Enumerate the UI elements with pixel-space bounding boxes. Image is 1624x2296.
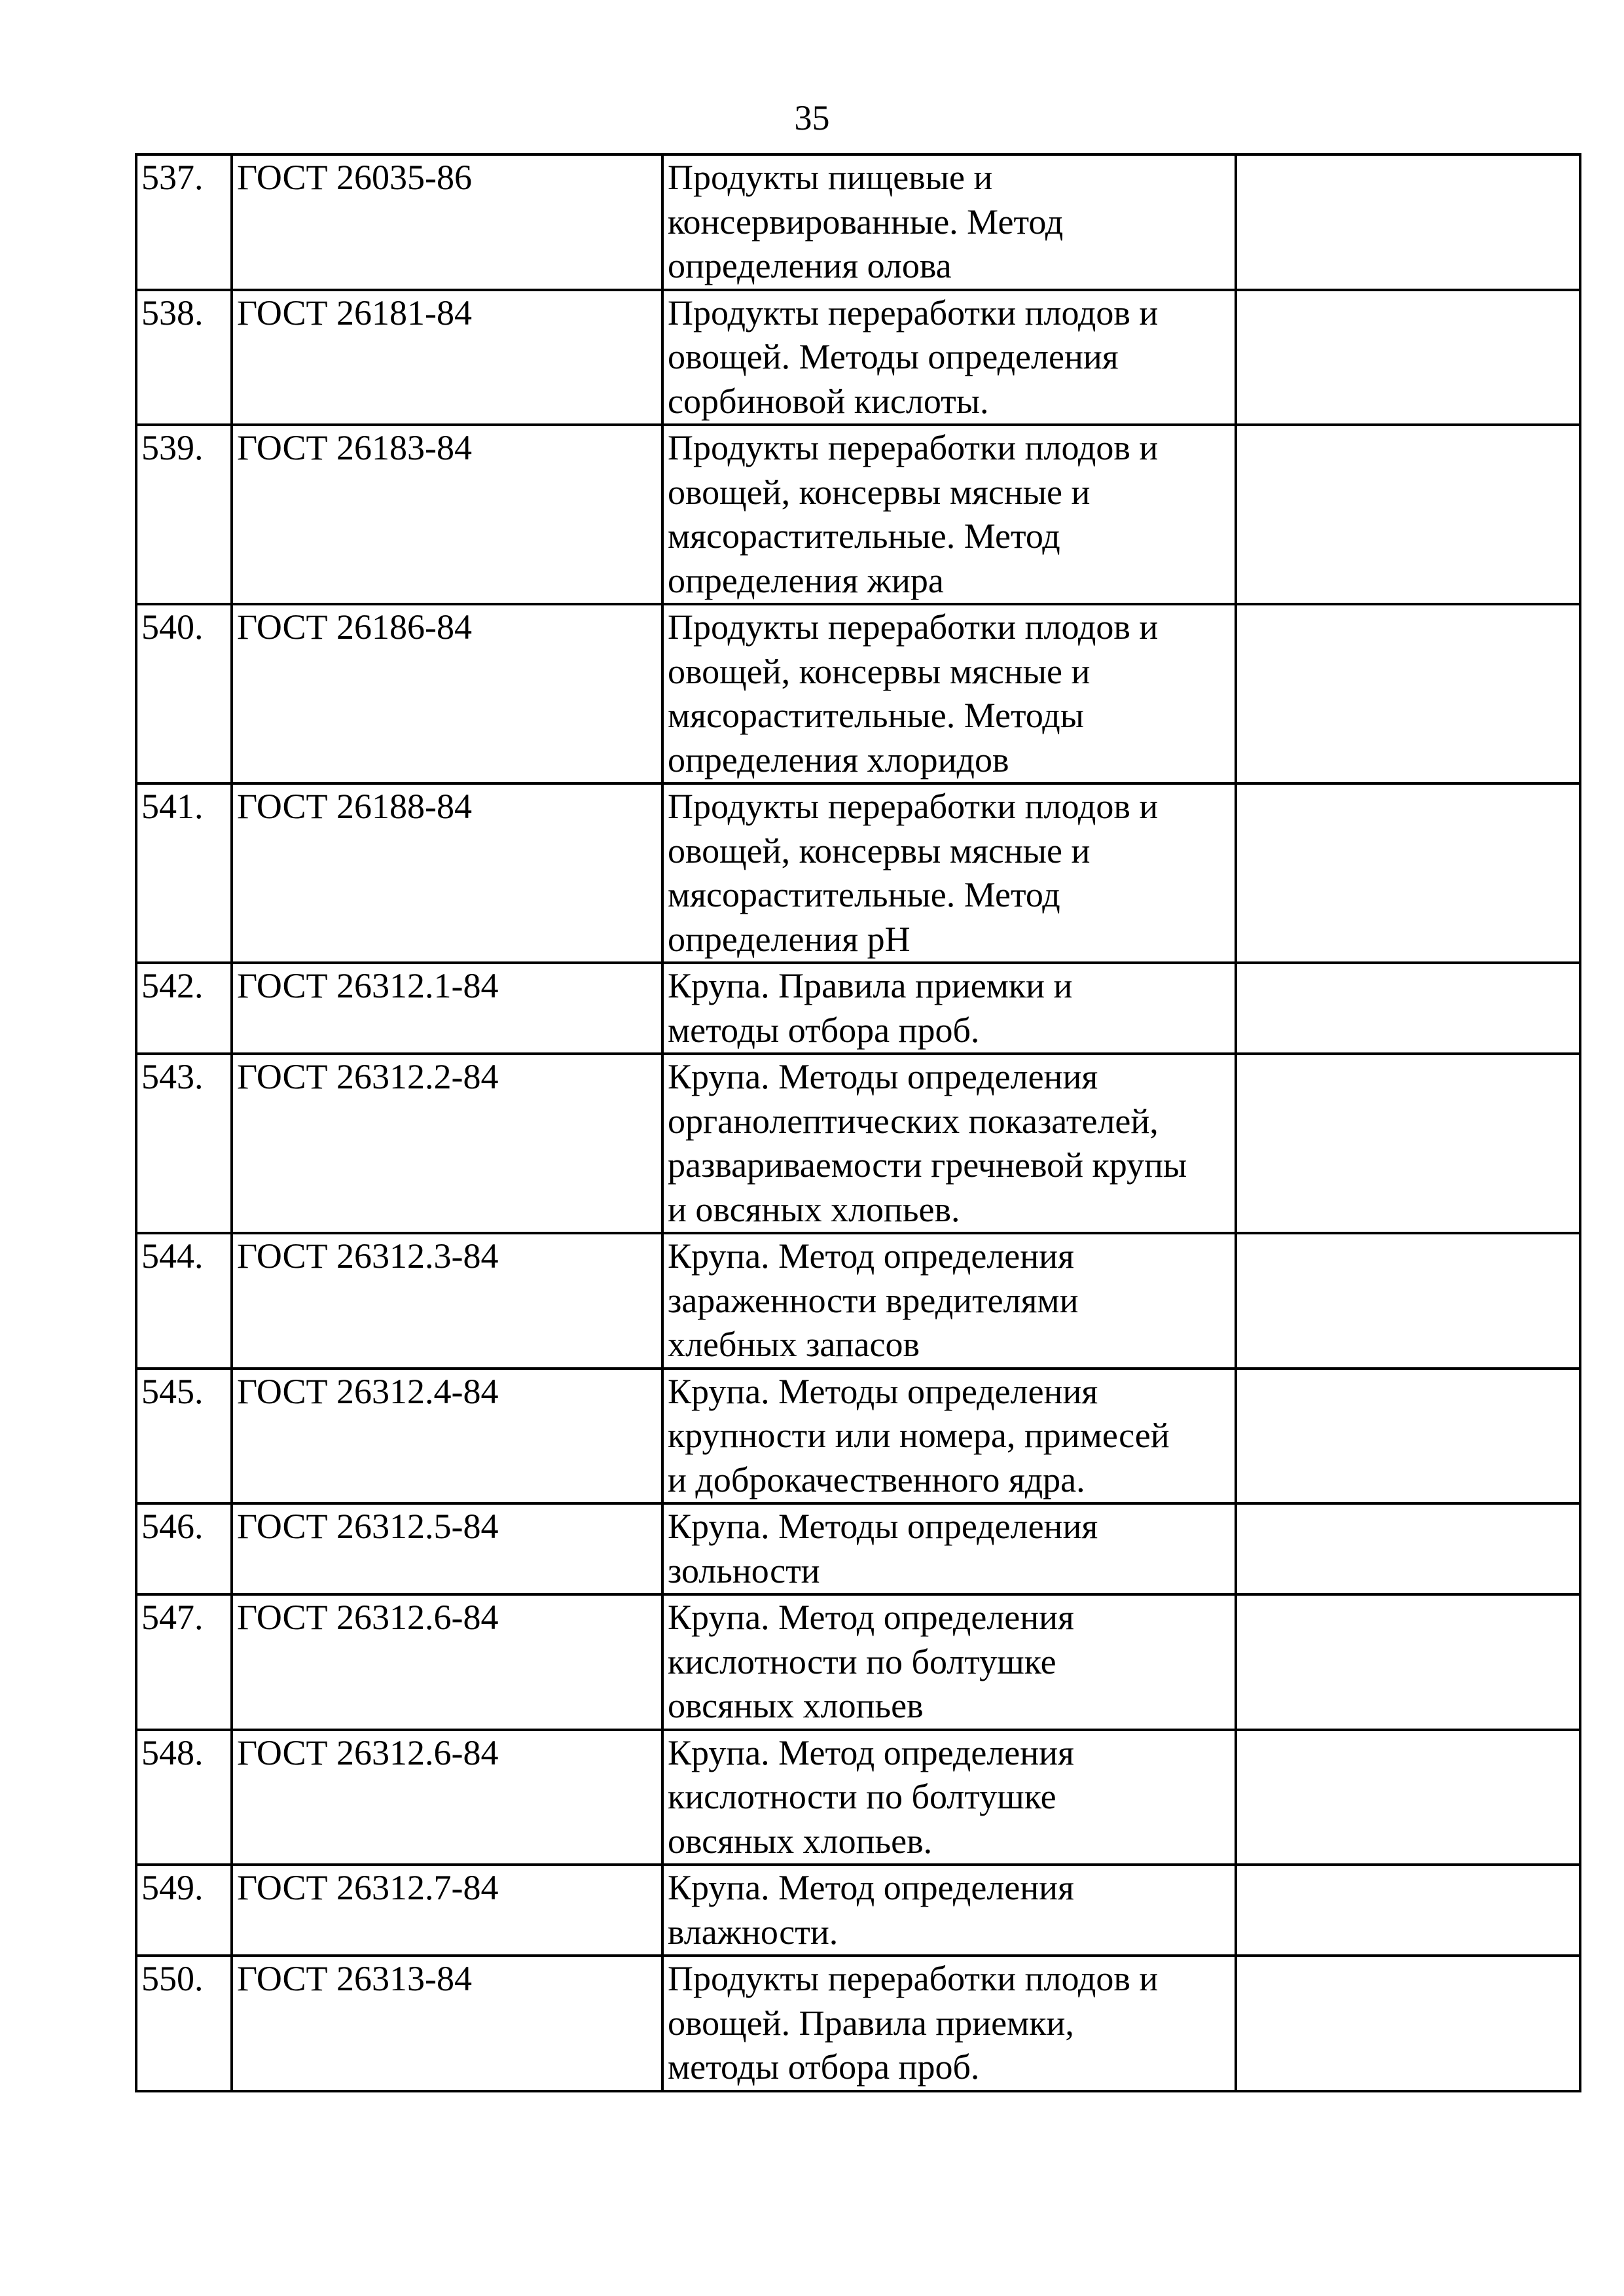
standard-title [662,1865,1236,1956]
standard-title-line: мясорастительные. Методы [668,696,1085,735]
row-number: 544. [136,1233,232,1369]
row-number: 547. [136,1594,232,1730]
table-row [136,783,1580,963]
standard-title-line: Продукты переработки плодов и [668,293,1159,332]
standard-title-line: овощей. Правила приемки, [668,2003,1074,2043]
empty-cell [1236,1369,1580,1504]
standard-title-line: сорбиновой кислоты. [668,381,989,421]
standard-title [662,425,1236,604]
table-body [136,154,1580,2091]
row-number: 540. [136,604,232,783]
row-number: 550. [136,1956,232,2091]
standard-title-line: методы отбора проб. [668,2047,980,2087]
row-number: 538. [136,290,232,425]
row-number: 543. [136,1054,232,1233]
row-number: 545. [136,1369,232,1504]
standard-title-line: определения олова [668,246,952,285]
table-row [136,290,1580,425]
standard-title-line: овсяных хлопьев. [668,1821,933,1861]
standard-title-line: мясорастительные. Метод [668,516,1060,556]
row-number: 548. [136,1730,232,1865]
standard-code: ГОСТ 26312.5-84 [232,1503,662,1594]
row-number: 549. [136,1865,232,1956]
standard-title [662,1233,1236,1369]
empty-cell [1236,783,1580,963]
table-row [136,1503,1580,1594]
standard-title [662,290,1236,425]
standard-title-line: зольности [668,1551,820,1590]
table-row [136,154,1580,290]
empty-cell [1236,963,1580,1054]
standard-title-line: Крупа. Метод определения [668,1236,1074,1276]
standard-code: ГОСТ 26312.6-84 [232,1594,662,1730]
row-number: 539. [136,425,232,604]
standard-code: ГОСТ 26181-84 [232,290,662,425]
standard-title [662,604,1236,783]
standard-title-line: Продукты переработки плодов и [668,787,1159,826]
standard-title [662,154,1236,290]
standard-title-line: зараженности вредителями [668,1280,1079,1320]
standard-code: ГОСТ 26312.2-84 [232,1054,662,1233]
standard-title-line: и овсяных хлопьев. [668,1189,960,1229]
standard-title-line: Продукты переработки плодов и [668,428,1159,467]
standard-title-line: Крупа. Методы определения [668,1057,1098,1096]
standard-title-line: мясорастительные. Метод [668,875,1060,914]
row-number: 542. [136,963,232,1054]
standards-table [135,153,1581,2092]
table-row [136,604,1580,783]
standard-code: ГОСТ 26186-84 [232,604,662,783]
standard-title-line: крупности или номера, примесей [668,1416,1170,1455]
empty-cell [1236,1956,1580,2091]
standard-title [662,1594,1236,1730]
standard-title-line: кислотности по болтушке [668,1641,1056,1681]
empty-cell [1236,1054,1580,1233]
standard-code: ГОСТ 26312.6-84 [232,1730,662,1865]
standard-title-line: Крупа. Метод определения [668,1868,1074,1907]
standard-title [662,963,1236,1054]
standard-title-line: хлебных запасов [668,1325,920,1364]
row-number: 541. [136,783,232,963]
standard-title-line: и доброкачественного ядра. [668,1460,1085,1499]
table-row [136,1956,1580,2091]
standard-title-line: Крупа. Методы определения [668,1371,1098,1411]
standard-title [662,1956,1236,2091]
standard-code: ГОСТ 26312.4-84 [232,1369,662,1504]
standard-title [662,783,1236,963]
table-row [136,425,1580,604]
empty-cell [1236,1865,1580,1956]
standard-code: ГОСТ 26312.3-84 [232,1233,662,1369]
standard-title-line: овощей, консервы мясные и [668,651,1091,691]
standard-title [662,1369,1236,1504]
standard-title-line: методы отбора проб. [668,1010,980,1050]
standard-title-line: Крупа. Метод определения [668,1598,1074,1637]
table-row [136,1054,1580,1233]
empty-cell [1236,604,1580,783]
empty-cell [1236,290,1580,425]
standard-code: ГОСТ 26188-84 [232,783,662,963]
standard-title-line: органолептических показателей, [668,1101,1159,1141]
standard-title-line: Продукты переработки плодов и [668,607,1159,647]
empty-cell [1236,425,1580,604]
table-row [136,1865,1580,1956]
empty-cell [1236,1233,1580,1369]
row-number: 546. [136,1503,232,1594]
empty-cell [1236,1594,1580,1730]
standard-title-line: кислотности по болтушке [668,1777,1056,1816]
standard-code: ГОСТ 26035-86 [232,154,662,290]
empty-cell [1236,1730,1580,1865]
standard-title-line: овощей, консервы мясные и [668,472,1091,512]
standard-title-line: определения жира [668,560,944,600]
table-row [136,963,1580,1054]
standard-title-line: Продукты переработки плодов и [668,1959,1159,1998]
standard-title [662,1730,1236,1865]
standard-title-line: развариваемости гречневой крупы [668,1145,1187,1185]
standard-title-line: влажности. [668,1912,839,1952]
standard-title-line: Крупа. Правила приемки и [668,966,1073,1005]
standard-title [662,1503,1236,1594]
standard-title-line: определения pH [668,919,911,959]
row-number: 537. [136,154,232,290]
standard-title-line: Крупа. Методы определения [668,1507,1098,1546]
standard-title-line: овсяных хлопьев [668,1686,924,1725]
page-number: 35 [794,98,830,137]
standard-code: ГОСТ 26313-84 [232,1956,662,2091]
standard-code: ГОСТ 26183-84 [232,425,662,604]
empty-cell [1236,1503,1580,1594]
standard-title-line: овощей, консервы мясные и [668,831,1091,870]
standard-code: ГОСТ 26312.7-84 [232,1865,662,1956]
table-row [136,1369,1580,1504]
standard-title-line: Крупа. Метод определения [668,1732,1074,1772]
standard-title-line: определения хлоридов [668,740,1009,780]
standard-title [662,1054,1236,1233]
empty-cell [1236,154,1580,290]
table-row [136,1594,1580,1730]
standard-title-line: Продукты пищевые и [668,158,993,197]
table-row [136,1233,1580,1369]
standard-title-line: овощей. Методы определения [668,337,1119,376]
standard-code: ГОСТ 26312.1-84 [232,963,662,1054]
standard-title-line: консервированные. Метод [668,202,1064,242]
table-row [136,1730,1580,1865]
